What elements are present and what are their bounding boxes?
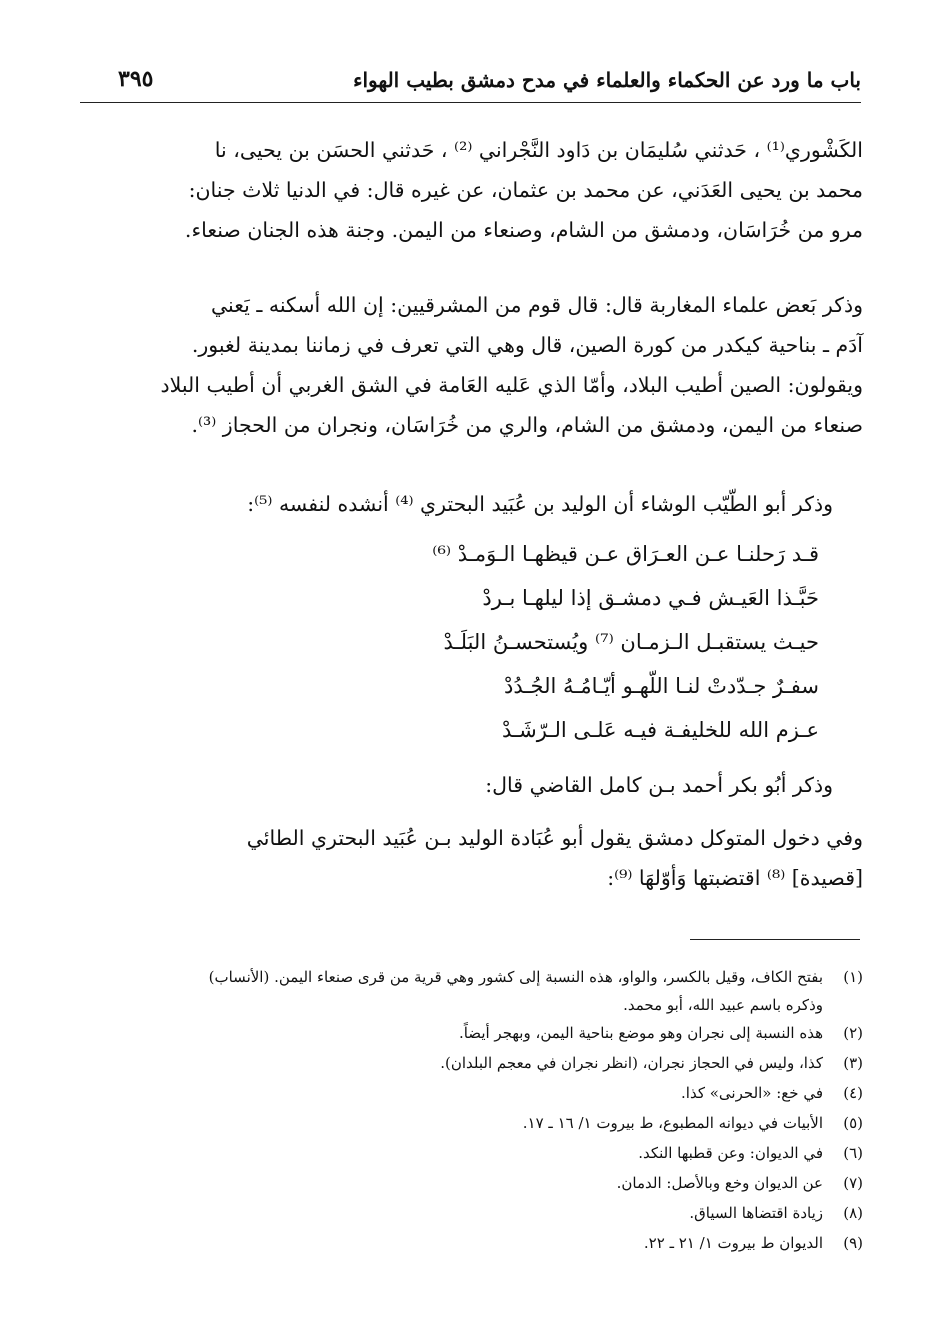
footnote-number: (٤) [843, 1084, 863, 1102]
page-number: ٣٩٥ [118, 66, 154, 92]
text-line: مرو من خُرَاسَان، ودمشق من الشام، وصنعاء من اليمن. وجنة هذه الجنان صنعاء. [184, 218, 863, 242]
footnote-number: (٧) [843, 1174, 863, 1192]
footnote-text: كذا، وليس في الحجاز نجران، (انظر نجران في معجم البلدان). [440, 1054, 823, 1072]
footnote-text: زيادة اقتضاها السياق. [689, 1204, 823, 1222]
text-line: ويقولون: الصين أطيب البلاد، وأمّا الذي عَليه العَامة في الشق الغربي أن أطيب البلاد [160, 373, 863, 397]
footnote-text: بفتح الكاف، وقيل بالكسر، والواو، هذه النسبة إلى كشور وهي قرية من قرى صنعاء اليمن. (الأنساب) [208, 968, 823, 986]
footnote-5 [80, 1108, 863, 1138]
verse-line: سفـرٌ جـدّدتْ لنـا اللّهـو أيّـامُـهُ الجُـدُدْ [504, 674, 819, 698]
footnote-number: (٣) [843, 1054, 863, 1072]
footnote-number: (٩) [843, 1234, 863, 1252]
text-line: آدَم ـ بناحية كيكدر من كورة الصين، قال وهي التي تعرف في زماننا بمدينة لغبور. [191, 333, 863, 357]
footnote-number: (٦) [843, 1144, 863, 1162]
verse-line: حيـث يستقبـل الـزمـان ⁽⁷⁾ ويُستحسـنُ البَلَـدْ [443, 630, 819, 654]
footnote-text: عن الديوان وخع وبالأصل: الدمان. [616, 1174, 823, 1192]
footnote-text: هذه النسبة إلى نجران وهو موضع بناحية اليمن، وبهجر أيضاً. [458, 1024, 823, 1042]
chapter-title: باب ما ورد عن الحكماء والعلماء في مدح دمشق بطيب الهواء [353, 68, 861, 92]
footnote-2 [80, 1018, 863, 1048]
running-header [118, 62, 861, 102]
text-line: الكَشْوري⁽¹⁾ ، حَدثني سُليمَان بن دَاود النَّجْراني ⁽²⁾ ، حَدثني الحسَن بن يحيى، نا [214, 138, 863, 162]
footnote-7 [80, 1168, 863, 1198]
text-line: وذكر أبو الطّيّب الوشاء أن الوليد بن عُبَيد البحتري ⁽⁴⁾ أنشده لنفسه ⁽⁵⁾: [247, 492, 833, 516]
footnote-divider [690, 939, 860, 940]
paragraph-3 [66, 484, 833, 524]
poem-verses [200, 532, 819, 752]
text-line: صنعاء من اليمن، ودمشق من الشام، والري من خُرَاسَان، ونجران من الحجاز ⁽³⁾. [191, 413, 863, 437]
footnote-number: (٢) [843, 1024, 863, 1042]
text-line: وفي دخول المتوكل دمشق يقول أبو عُبَادة الوليد بـن عُبَيد البحتري الطائي [246, 826, 863, 850]
footnotes [80, 962, 863, 1258]
footnote-number: (٥) [843, 1114, 863, 1132]
paragraph-2 [66, 285, 863, 445]
paragraph-1 [66, 130, 863, 250]
paragraph-5 [66, 818, 863, 898]
footnote-number: (١) [843, 968, 863, 986]
verse-line: قـد رَحلنـا عـن العـرَاق عـن قيظهـا الـوَمـدْ ⁽⁶⁾ [432, 542, 819, 566]
verse-line: حَبَّـذا العَيـش فـي دمشـق إذا ليلهـا بـردْ [482, 586, 819, 610]
footnote-4 [80, 1078, 863, 1108]
footnote-text: في خع: «الحرنى» كذا. [681, 1084, 823, 1102]
text-line: محمد بن يحيى العَدَني، عن محمد بن عثمان، عن غيره قال: في الدنيا ثلاث جنان: [188, 178, 863, 202]
footnote-6 [80, 1138, 863, 1168]
footnote-continuation: وذكره باسم عبيد الله، أبو محمد. [623, 996, 823, 1014]
footnote-1 [80, 962, 863, 1018]
footnote-text: الديوان ط بيروت ١/ ٢١ ـ ٢٢. [643, 1234, 823, 1252]
footnote-number: (٨) [843, 1204, 863, 1222]
footnote-text: الأبيات في ديوانه المطبوع، ط بيروت ١/ ١٦ ـ ١٧. [522, 1114, 823, 1132]
paragraph-4 [66, 765, 833, 805]
text-line: [قصيدة] ⁽⁸⁾ اقتضبتها وَأوّلهَا ⁽⁹⁾: [607, 866, 863, 890]
verse-line: عـزم الله للخليفـة فيـه عَلـى الـرّشَـدْ [502, 718, 819, 742]
text-line: وذكر بَعض علماء المغاربة قال: قال قوم من المشرقيين: إن الله أسكنه ـ يَعني [210, 293, 863, 317]
footnote-text: في الديوان: وعن قطبها النكد. [638, 1144, 823, 1162]
text-line: وذكر أبُو بكر أحمد بـن كامل القاضي قال: [485, 773, 833, 797]
footnote-9 [80, 1228, 863, 1258]
footnote-8 [80, 1198, 863, 1228]
header-divider [80, 102, 861, 103]
footnote-3 [80, 1048, 863, 1078]
